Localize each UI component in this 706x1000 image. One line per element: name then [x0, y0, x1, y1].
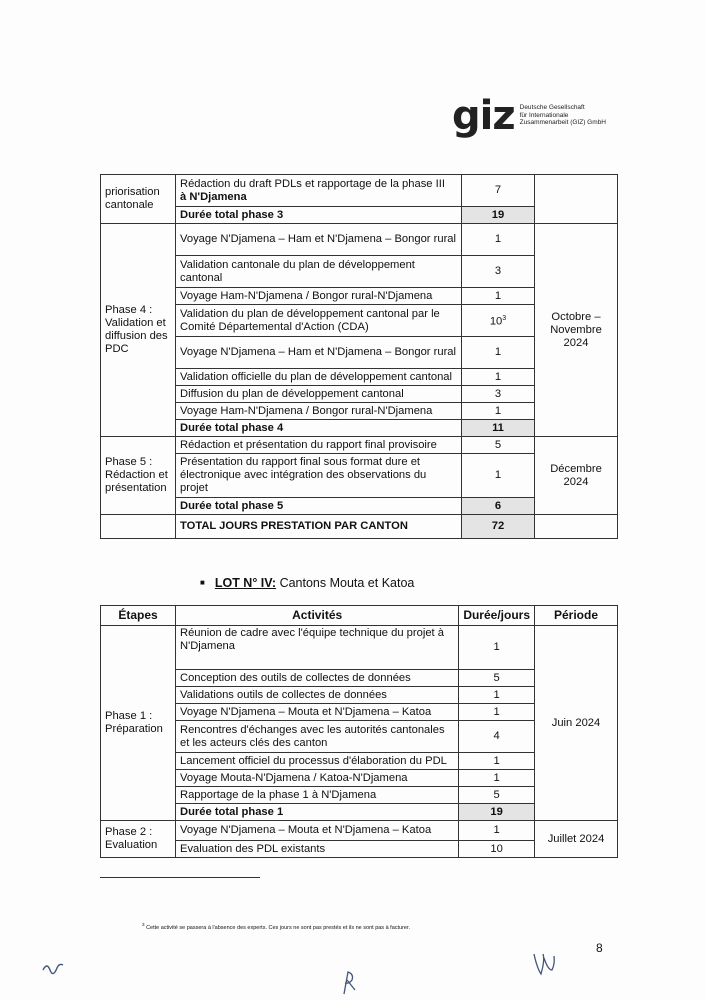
bullet-icon: ■ — [200, 578, 205, 587]
stage-cell: Phase 2 : Evaluation — [101, 821, 176, 858]
table-row — [101, 175, 618, 207]
schedule-table-lot4 — [100, 605, 618, 858]
stage-cell: Phase 1 : Préparation — [101, 626, 176, 821]
period-cell — [535, 175, 618, 224]
period-cell: Juin 2024 — [535, 626, 618, 821]
period-cell: Décembre 2024 — [535, 437, 618, 515]
table-row: Rapportage de la phase 1 à N'Djamena 5 — [101, 787, 618, 804]
table-row: Voyage N'Djamena – Ham et N'Djamena – Bongor rural 1 — [101, 337, 618, 369]
duration-cell: 7 — [462, 175, 535, 207]
header-row: Étapes Activités Durée/jours Période — [101, 606, 618, 626]
phase-total-row: Durée total phase 3 19 — [101, 207, 618, 224]
phase-total-row: Durée total phase 4 11 — [101, 420, 618, 437]
initials-mark-right — [530, 948, 558, 980]
giz-logo — [452, 93, 640, 139]
table-row: Validations outils de collectes de données 1 — [101, 687, 618, 704]
logo-mark: giz — [452, 93, 515, 139]
footnote-separator — [100, 877, 260, 878]
table-row: Lancement officiel du processus d'élaboration du PDL 1 — [101, 753, 618, 770]
table-row: Diffusion du plan de développement cantonal 3 — [101, 386, 618, 403]
table-row: Voyage Mouta-N'Djamena / Katoa-N'Djamena 1 — [101, 770, 618, 787]
table-row: Validation du plan de développement cantonal par le Comité Départemental d'Action (CDA) $10^3$ — [101, 305, 618, 337]
lot-heading: ■ LOT N° IV: Cantons Mouta et Katoa — [200, 576, 415, 590]
table-row: Validation officielle du plan de développement cantonal 1 — [101, 369, 618, 386]
table-row: Conception des outils de collectes de données 5 — [101, 670, 618, 687]
table-row: Voyage N'Djamena – Mouta et N'Djamena – Katoa 1 — [101, 704, 618, 721]
stage-cell: Phase 4 : Validation et diffusion des PDC — [101, 224, 176, 437]
table-row: Evaluation des PDL existants 10 — [101, 841, 618, 858]
initials-mark-center — [338, 968, 360, 996]
table-row: Validation cantonale du plan de développement cantonal 3 — [101, 256, 618, 288]
period-cell: Juillet 2024 — [535, 821, 618, 858]
activity-cell: Rédaction du draft PDLs et rapportage de la phase III à N'Djamena — [176, 175, 462, 207]
phase-total-row: Durée total phase 1 19 — [101, 804, 618, 821]
table-row: Phase 5 : Rédaction et présentation Rédaction et présentation du rapport final provisoire 5 Décembre 2024 — [101, 437, 618, 454]
period-cell: Octobre – Novembre 2024 — [535, 224, 618, 437]
table-row: Phase 1 : Préparation Réunion de cadre avec l'équipe technique du projet à N'Djamena 1 Juin 2024 — [101, 626, 618, 670]
grand-total-row: TOTAL JOURS PRESTATION PAR CANTON 72 — [101, 515, 618, 539]
table-row: Phase 4 : Validation et diffusion des PDC Voyage N'Djamena – Ham et N'Djamena – Bongor rural 1 Octobre – Novembre 2024 — [101, 224, 618, 256]
table-row: Phase 2 : Evaluation Voyage N'Djamena – Mouta et N'Djamena – Katoa 1 Juillet 2024 — [101, 821, 618, 841]
schedule-table-lot3 — [100, 174, 618, 539]
table-row: Voyage Ham-N'Djamena / Bongor rural-N'Djamena 1 — [101, 288, 618, 305]
page-number: 8 — [596, 941, 603, 955]
table-row: Présentation du rapport final sous format dure et électronique avec intégration des observations du projet 1 — [101, 454, 618, 498]
stage-cell: priorisation cantonale — [101, 175, 176, 224]
footnote-ref: 3 — [502, 315, 507, 323]
logo-org-name: Deutsche Gesellschaft für Internationale Zusammenarbeit (GIZ) GmbH — [519, 104, 606, 126]
table-row: Voyage Ham-N'Djamena / Bongor rural-N'Djamena 1 — [101, 403, 618, 420]
footnote: $^3$ Cette activité se passera à l'absence des experts. Ces jours ne sont pas prestés et ils ne sont pas à facturer. — [142, 922, 411, 931]
stage-cell: Phase 5 : Rédaction et présentation — [101, 437, 176, 515]
phase-total-row: Durée total phase 5 6 — [101, 498, 618, 515]
table-row: Rencontres d'échanges avec les autorités cantonales et les acteurs clés des canton 4 — [101, 721, 618, 753]
initials-mark-left — [40, 958, 66, 980]
